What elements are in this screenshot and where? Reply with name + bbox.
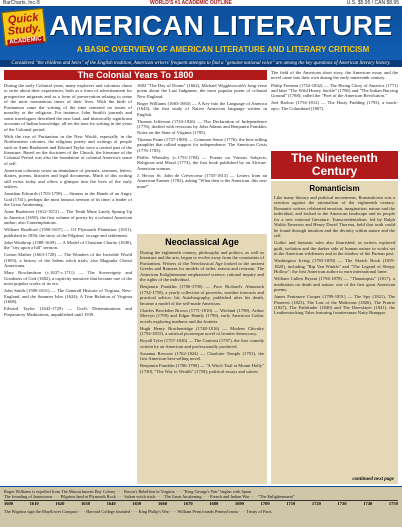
author-entry: Thomas Paine (1737-1809) — Common Sense (1776), the best-selling pamphlet that rallied support for independence; The American Crisis (1776-1783). xyxy=(137,136,267,153)
section-header-romanticism: Romanticism xyxy=(309,184,360,193)
timeline-year: 1650 xyxy=(132,501,142,506)
author-entry: Charles Brockden Brown (1771-1810) — Wieland (1798), Arthur Mervyn (1799) and Edgar Huntly (1799), early American Gothic novels exploring madness and the frontier. xyxy=(140,307,264,324)
author-entry: John Winthrop (1588-1649) — A Model of Christian Charity (1630), the "city upon a hill" sermon. xyxy=(4,239,132,251)
timeline-year: 1680 xyxy=(209,501,219,506)
author-entry: Royall Tyler (1757-1826) — The Contrast (1787), the first comedy written by an American and professionally produced. xyxy=(140,338,264,349)
paragraph: During the eighteenth century, philosophy and politics, as well as literature and the arts, began to evolve away from the constraints of Puritanism. Writers of the Neoclassical Age looked to the ancient Greeks and Romans for models of order, reason and restraint. The American Enlightenment emphasized science, rational inquiry and the rights of the individual. xyxy=(140,250,264,283)
timeline-year: 1620 xyxy=(55,501,65,506)
author-entry: Susanna Rowson (1762-1824) — Charlotte Temple (1791), the first American best-selling novel. xyxy=(140,350,264,362)
tagline: Considered "the children and heirs" of the English tradition, American writers' frequent attempts to find a "genuine national voice" are among the key questions of American literary history. xyxy=(0,60,402,67)
series-label: WORLD'S #1 ACADEMIC OUTLINE xyxy=(150,0,232,6)
timeline-year: 1670 xyxy=(183,501,193,506)
column-middle-top xyxy=(137,83,267,231)
author-entry: Washington Irving (1783-1859) — The Sketch Book (1819-1820), including "Rip Van Winkle" and "The Legend of Sleepy Hollow"; the first American author to earn international fame. xyxy=(274,258,395,275)
paragraph: The field of the American short story, the American essay and the novel came into their own during the early nineteenth century. xyxy=(271,70,398,81)
timeline-year: 1610 xyxy=(29,501,39,506)
neoclassical-panel xyxy=(137,234,267,484)
author-entry: William Bradford (1590-1657) — Of Plymouth Plantation (1651), published in 1856; the story of the Pilgrims' voyage and settlement. xyxy=(4,227,132,238)
timeline-year: 1660 xyxy=(157,501,167,506)
romanticism-panel xyxy=(271,181,398,484)
column-right-top xyxy=(271,70,398,148)
author-entry: Thomas Jefferson (1743-1826) — The Declaration of Independence (1776), drafted with revisions by John Adams and Benjamin Franklin; Notes on the State of Virginia (1785). xyxy=(137,118,267,135)
section-header-colonial: The Colonial Years To 1800 xyxy=(4,70,267,80)
timeline-year: 1730 xyxy=(337,501,347,506)
timeline-years xyxy=(4,501,398,506)
timeline-year: 1740 xyxy=(363,501,373,506)
column-left xyxy=(4,83,132,485)
author-entry: J. Hector St. John de Crèvecoeur (1735-1813) — Letters from an American Farmer (1782), asking "What then is the American, this new man?" xyxy=(137,172,267,189)
timeline-year: 1690 xyxy=(234,501,244,506)
section-header-nineteenth-century: The Nineteenth Century xyxy=(271,151,398,179)
author-entry: Phillis Wheatley (c.1753-1784) — Poems on Various Subjects, Religious and Moral (1773), the first book published by an African-American woman. xyxy=(137,154,267,171)
paragraph: During the early Colonial years, many explorers and colonists chose to write about their experiences, both as a form of advertisement for prospective migrants and as a form of preservation relating to some of the most momentous times of their lives. With the birth of Puritanism came the writing of the time centered on issues of morality or the religious. For instance, John Smith's journals and some travelogues described the new land, and historically significant accounts of Indian knowledge, all set the tone for writing in the years of the Colonial period. xyxy=(4,83,132,132)
timeline-year: 1750 xyxy=(388,501,398,506)
quickstudy-logo: Quick Study. ACADEMIC xyxy=(1,8,46,46)
timeline xyxy=(0,486,402,527)
timeline-events-middle: The founding of Jamestown · · · Pilgrims land at Plymouth Rock · · · Salem witch trials · · · The Great Awakening · · · French and Indian War · · · "The Enlightenment" xyxy=(4,494,295,499)
author-entry: Cotton Mather (1663-1728) — The Wonders of the Invisible World (1693), a history of the Salem witch trials; also Magnalia Christi Americana. xyxy=(4,252,132,269)
author-entry: 1682 "The Day of Doom" (1662), Michael Wigglesworth's long verse poem about the Last Judgment, the most popular poem of colonial New England. xyxy=(137,83,267,99)
timeline-year: 1700 xyxy=(260,501,270,506)
author-entry: Jonathan Edwards (1703-1758) — Sinners in the Hands of an Angry God (1741), perhaps the most famous sermon of its time; a leader of the Great Awakening. xyxy=(4,191,132,208)
continued-note: continued next page xyxy=(352,477,394,482)
page-title: AMERICAN LITERATURE xyxy=(49,10,393,41)
paragraph: American colonists wrote an abundance of journals, sermons, letters, diaries, poems, histories and legal documents. Much of this writing still exists today and offers a glimpse into the lives of the early settlers. xyxy=(4,167,132,190)
publisher-name: BarCharts, Inc.® xyxy=(3,0,41,6)
paragraph: With the rise of Puritanism in the New World, especially in the Northeastern colonies, the religious poetry and writings of people such as Anne Bradstreet and Edward Taylor were a central part of the literature. Based on the doctrines of the Church, the literature of the Colonial Period was also the foundation of colonial America's sense of self. xyxy=(4,133,132,166)
author-entry: Edward Taylor (1642-1729) — God's Determinations and Preparatory Meditations, unpublished until 1939. xyxy=(4,306,132,317)
paragraph: Gothic and fantastic tales also flourished, as writers explored guilt, isolation and the darker side of human nature in works set in the American wilderness and in the shadow of the Puritan past. xyxy=(274,240,395,257)
author-entry: John Smith (1580-1631) — The Generall Historie of Virginia, New-England, and the Summer Isles (1624); A True Relation of Virginia (1608). xyxy=(4,288,132,305)
author-entry: Benjamin Franklin (1706-1790) — Poor Richard's Almanack (1732-1758), a yearly collection of proverbs, weather forecasts and practical advice; his Autobiography, published after his death, became a model of the self-made American. xyxy=(140,284,264,306)
paragraph: Like many literary and political movements, Romanticism was a reaction against the rationalism of the eighteenth century. Romantic writers celebrated emotion, imagination, nature and the individual, and looked to the American landscape and its people for a new national literature. Transcendentalism, led by Ralph Waldo Emerson and Henry David Thoreau, held that truth could be found through intuition and the divinity within nature and the self. xyxy=(274,195,395,239)
author-entry: Hugh Henry Brackenridge (1748-1816) — Modern Chivalry (1792-1815), a satirical picaresque novel of frontier democracy. xyxy=(140,325,264,337)
author-entry: Benjamin Franklin (1706-1790) — "A Witch Trial at Mount Holly" (1730), "The Way to Wealth" (1758); political essays and satires. xyxy=(140,363,264,374)
author-entry: Philip Freneau (1752-1832) — The Rising Glory of America (1771) and later "The Wild Honey Suckle" (1786) and "The Indian Burying Ground" (1788); called the "Poet of the American Revolution." xyxy=(271,82,398,99)
header-banner xyxy=(0,6,402,66)
author-entry: Mary Rowlandson (c.1637-c.1711) — The Sovereignty and Goodness of God (1682), a captivity narrative that became one of the most popular works of its era. xyxy=(4,270,132,287)
timeline-year: 1630 xyxy=(80,501,90,506)
timeline-events-top: Roger Williams is expelled from The Massachusetts Bay Colony · · · Bacon's Rebellion in Virginia · · · "King George's War" begins with Spain xyxy=(4,489,252,494)
author-entry: Roger Williams (1603-1683) — A Key into the Language of America (1643), the first study of Native American language written in English. xyxy=(137,100,267,117)
author-entry: Joel Barlow (1754-1812) — The Hasty Pudding (1793), a mock-epic; The Columbiad (1807). xyxy=(271,100,398,111)
timeline-year: 1710 xyxy=(286,501,296,506)
author-entry: William Cullen Bryant (1794-1878) — "Thanatopsis" (1817), a meditation on death and nature; one of the first great American poems. xyxy=(274,276,395,293)
neoclassical-text xyxy=(140,250,264,482)
timeline-year: 1720 xyxy=(311,501,321,506)
romanticism-text xyxy=(274,195,395,476)
price-label: U.S. $5.95 / CAN $8.95 xyxy=(346,0,399,6)
timeline-year: 1640 xyxy=(106,501,116,506)
timeline-events-bottom: The Pilgrims sign the Mayflower Compact · · · Harvard College founded · · · King Philip's War · · · William Penn founds Pennsylvania · · · Treaty of Paris xyxy=(4,509,272,514)
timeline-year: 1600 xyxy=(4,501,13,506)
page-subtitle: A BASIC OVERVIEW OF AMERICAN LITERATURE AND LITERARY CRITICISM xyxy=(76,45,370,54)
author-entry: James Fenimore Cooper (1789-1851) — The Spy (1821), The Pioneers (1823), The Last of the Mohicans (1826), The Prairie (1827), The Pathfinder (1840) and The Deerslayer (1841), the Leatherstocking Tales featuring frontiersman Natty Bumppo. xyxy=(274,294,395,316)
author-entry: Anne Bradstreet (1612-1672) — The Tenth Muse Lately Sprung Up in America (1650), the first volume of poetry by a colonial American author; also Contemplations. xyxy=(4,209,132,226)
section-header-neoclassical: Neoclassical Age xyxy=(165,237,239,247)
